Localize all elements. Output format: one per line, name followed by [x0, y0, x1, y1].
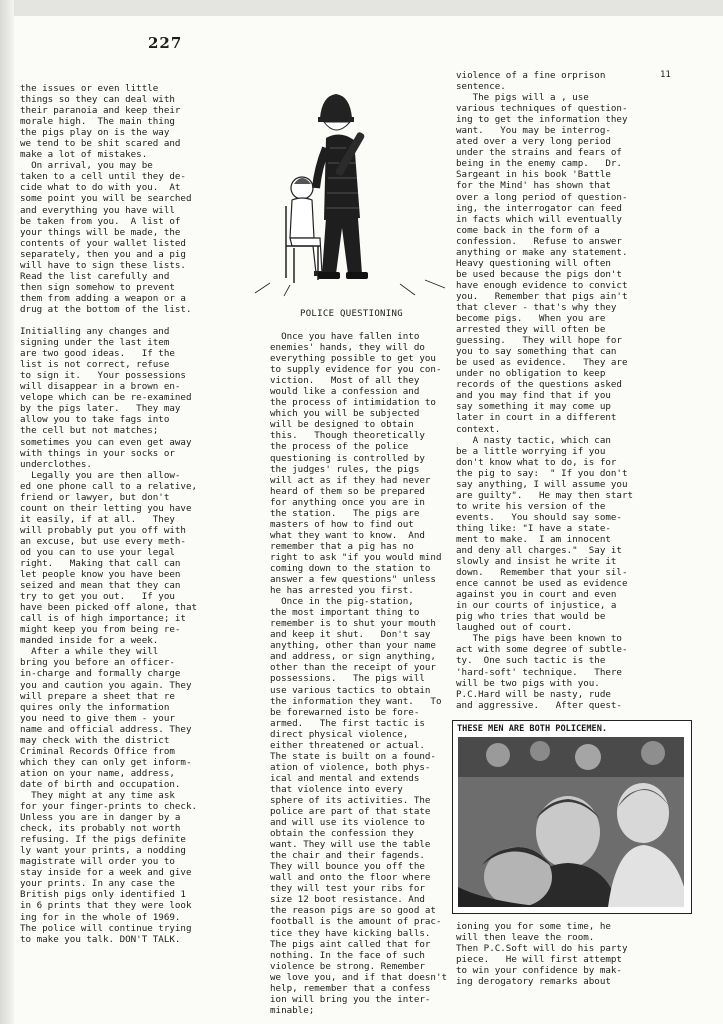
text-column-middle: Once you have fallen into enemies' hands, they will do everything possible to get you to supply evidence for you con- viction. Most of all they would like a confession and the process of intimidation to which you will be subjected will be designed to obtain this. Though theoretically the process of the police questioning is controlled by the judges' rules, the pigs will act as if they had never heard of them so be prepared for anything once you are in the station. The pigs are masters of how to find out what they want to know. And remember that a pig has no right to ask "if you would mind coming down to the station to answer a few questions" unless he has arrested you first. Once in the pig-station, the most important thing to remember is to shut your mouth and keep it shut. Don't say anything, other than your name and address, or sign anything, other than the receipt of your possessions. The pigs will use various tactics to obtain the information they want. To be forewarned isto be fore- armed. The first tactic is direct physical violence, either threatened or actual. The state is built on a found- ation of violence, both phys- ical and mental and extends that violence into every sphere of its activities. The police are part of that state and will use its violence to obtain the confession they want. They will use the table the chair and their fagends. They will bounce you off the wall and onto the floor where they will test your ribs for size 12 boot resistance. And the reason pigs are so good at football is the amount of prac- tice they have kicking balls. The pigs aint called that for nothing. In the face of such violence be strong. Remember we love you, and if that doesn't help, remember that a confess ion will bring you the inter- minable;	[270, 331, 448, 1016]
photo-frame	[452, 720, 692, 914]
corner-page-number: 11	[660, 70, 671, 80]
scan-top-border	[0, 0, 723, 16]
police-questioning-illustration	[250, 88, 450, 298]
seated-suspect-figure	[286, 177, 326, 283]
text-column-left: the issues or even little things so they can deal with their paranoia and keep their morale high. The main thing the pigs play on is the way we tend to be shit scared and make a lot of mistakes. On arrival, you may be taken to a cell until they de- cide what to do with you. At some point you will be searched and everything you have will be taken from you. A list of your things will be made, the contents of your wallet listed separately, then you and a pig will have to sign these lists. Read the list carefully and then sign somehow to prevent them from adding a weapon or a drug at the bottom of the list. Initialling any changes and signing under the last item are two good ideas. If the list is not correct, refuse to sign it. Your possessions will disappear in a brown en- velope which can be re-examined by the pigs later. They may allow you to take fags into the cell but not matches; sometimes you can even get away with things in your socks or underclothes. Legally you are then allow- ed one phone call to a relative, friend or lawyer, but don't count on their letting you have it easily, if at all. They will probably put you off with an excuse, but use every meth- od you can to use your legal right. Making that call can let people know you have been seized and mean that they can try to get you out. If you have been picked off alone, that call is of high importance; it might keep you from being re- manded inside for a week. After a while they will bring you before an officer- in-charge and formally charge you and caution you again. They will prepare a sheet that re quires only the information you need to give them - your name and official address. They may check with the district Criminal Records Office from which they can only get inform- ation on your name, address, date of birth and occupation. They might at any time ask for your finger-prints to check. Unless you are in danger by a check, its probably not worth refusing. If the pigs definite ly want your prints, a nodding magistrate will order you to stay inside for a week and give your prints. In any case the British pigs only identified 1 in 6 prints that they were look ing for in the whole of 1969. The police will continue trying to make you talk. DON'T TALK.	[20, 83, 198, 945]
policeman-figure	[316, 94, 368, 279]
page-number: 227	[148, 34, 183, 52]
text-column-right-upper: violence of a fine orprison sentence. The pigs will a , use various techniques of question- ing to get the information they want. You may be interrog- ated over a very long period under the strains and fears of being in the enemy camp. Dr. Sargeant in his book 'Battle for the Mind' has shown that over a long period of question- ing, the interrogator can feed in facts which will eventually come back in the form of a confession. Refuse to answer anything or make any statement. Heavy questioning will often be used because the pigs don't have enough evidence to convict you. Remember that pigs ain't that clever - that's why they become pigs. When you are arrested they will often be guessing. They will hope for you to say something that can be used as evidence. They are under no obligation to keep records of the questions asked and you may find that if you say something it may come up later in court in a different context. A nasty tactic, which can be a little worrying if you don't know what to do, is for the pig to say: " If you don't say anything, I will assume you are guilty". He may then start to write his version of the events. You should say some- thing like: "I have a state- ment to make. I am innocent and deny all charges." Say it slowly and insist he write it down. Remember that your sil- ence cannot be used as evidence against you in court and even in our courts of injustice, a pig who tries that would be laughed out of court. The pigs have been known to act with some degree of subtle- ty. One such tactic is the 'hard-soft' technique. There will be two pigs with you. P.C.Hard will be nasty, rude and aggressive. After quest-	[456, 70, 634, 711]
scan-left-edge	[0, 0, 14, 1024]
photo-caption: THESE MEN ARE BOTH POLICEMEN.	[457, 724, 608, 734]
illustration-caption: POLICE QUESTIONING	[300, 309, 403, 319]
text-column-right-lower: ioning you for some time, he will then leave the room. Then P.C.Soft will do his party piece. He will first attempt to win your confidence by mak- ing derogatory remarks about	[456, 921, 628, 988]
policemen-photo	[458, 737, 684, 907]
